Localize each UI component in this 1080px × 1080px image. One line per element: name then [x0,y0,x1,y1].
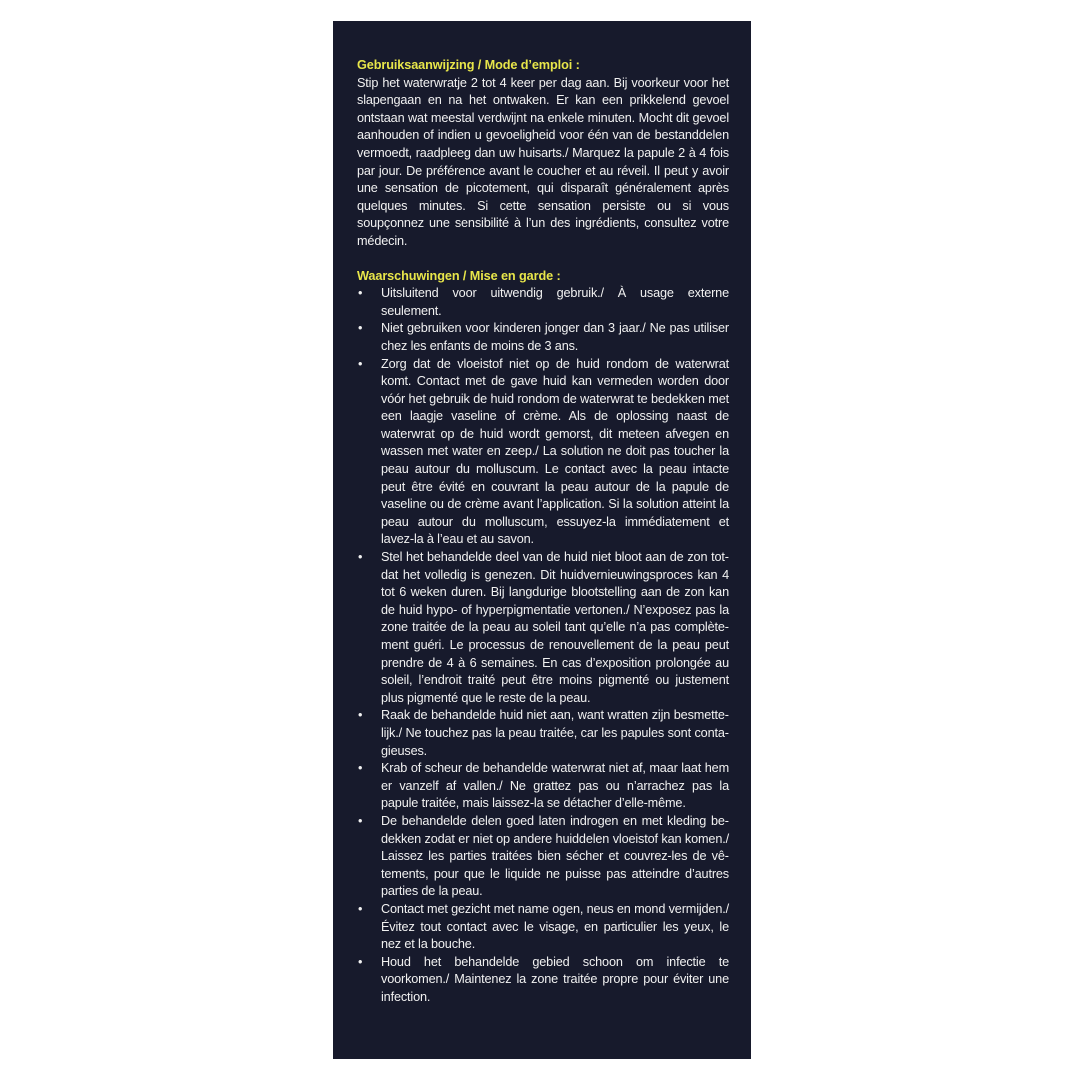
bullet-icon: • [358,954,363,969]
warning-item [357,760,729,813]
bullet-icon: • [358,761,363,776]
warning-item [357,356,729,550]
instructions-heading: Gebruiksaanwijzing / Mode d’emploi : [357,58,580,72]
warning-text: Houd het behandelde gebied schoon om infectie te voorkomen./ Maintenez la zone traitée propre pour éviter une infection. [381,954,729,1004]
warning-item [357,813,729,901]
warning-item [357,901,729,954]
warning-text: Krab of scheur de behandelde waterwrat niet af, maar laat hem er vanzelf af vallen./ Ne grattez pas ou n’arrachez pas la papule traitée, mais laissez-la se détacher d’elle-même. [381,761,729,811]
bullet-icon: • [358,901,363,916]
warnings-list [357,285,729,1006]
section-spacer [357,251,729,268]
label-panel [333,21,751,1059]
warning-text: Uitsluitend voor uitwendig gebruik./ À usage externe seulement. [381,286,729,318]
warning-item [357,320,729,355]
bullet-icon: • [358,708,363,723]
warning-text: De behandelde delen goed laten indrogen en met kleding bedekken zodat er niet op andere huiddelen vloeistof kan komen./ Laissez les parties traitées bien sécher et couvrez-les de vêtements, pour que le liquide ne puisse pas atteindre d’autres parties de la peau. [381,813,729,899]
warning-text: Zorg dat de vloeistof niet op de huid rondom de waterwrat komt. Contact met de gave huid kan vermeden worden door vóór het gebruik de huid rondom de waterwrat te bedekken met een laagje vaseline of crème. Als de oplossing naast de waterwrat op de huid wordt gemorst, dit meteen afvegen en wassen met water en zeep./ La solution ne doit pas toucher la peau autour du molluscum. Le contact avec la peau intacte peut être évité en couvrant la peau autour de la papule de vaseline ou de crème avant l’application. Si la solution atteint la peau autour du molluscum, essuyez-la immédiatement et lavez-la à l’eau et au savon. [381,356,729,547]
bullet-icon: • [358,321,363,336]
bullet-icon: • [358,286,363,301]
warning-item [357,707,729,760]
warnings-heading: Waarschuwingen / Mise en garde : [357,268,561,283]
bullet-icon: • [358,813,363,828]
warning-text: Stel het behandelde deel van de huid niet bloot aan de zon totdat het volledig is genezen. Dit huidvernieuwingsproces kan 4 tot 6 weken duren. Bij langdurige blootstelling aan de zon kan de huid hypo- of hyperpigmentatie vertonen./ N’exposez pas la zone traitée de la peau au soleil tant qu’elle n’a pas complètement guéri. Le processus de renouvellement de la peau peut prendre de 4 à 6 semaines. En cas d’exposition prolongée au soleil, l’endroit traité peut être moins pigmenté ou justement plus pigmenté que le reste de la peau. [381,550,729,705]
warning-item [357,285,729,320]
warning-item [357,549,729,707]
warning-item [357,954,729,1007]
bullet-icon: • [358,550,363,565]
instructions-text: Stip het waterwratje 2 tot 4 keer per dag aan. Bij voorkeur voor het slapengaan en na het ontwaken. Er kan een prikkelend gevoel ontstaan wat meestal verdwijnt na enkele minuten. Mocht dit gevoel aanhouden of indien u gevoeligheid voor één van de bestanddelen vermoedt, raadpleeg dan uw huisarts./ Marquez la papule 2 à 4 fois par jour. De préférence avant le coucher et au réveil. Il peut y avoir une sensation de picotement, qui disparaît généralement après quelques minutes. Si cette sensation persiste ou si vous soupçonnez une sensibilité à l’un des ingrédients, consultez votre médecin. [357,75,729,248]
warning-text: Raak de behandelde huid niet aan, want wratten zijn besmettelijk./ Ne touchez pas la peau traitée, car les papules sont contagieuses. [381,708,729,758]
warning-text: Contact met gezicht met name ogen, neus en mond vermijden./ Évitez tout contact avec le visage, en particulier les yeux, le nez et la bouche. [381,901,729,952]
bullet-icon: • [358,356,363,371]
warning-text: Niet gebruiken voor kinderen jonger dan 3 jaar./ Ne pas utiliser chez les enfants de moins de 3 ans. [381,321,729,353]
